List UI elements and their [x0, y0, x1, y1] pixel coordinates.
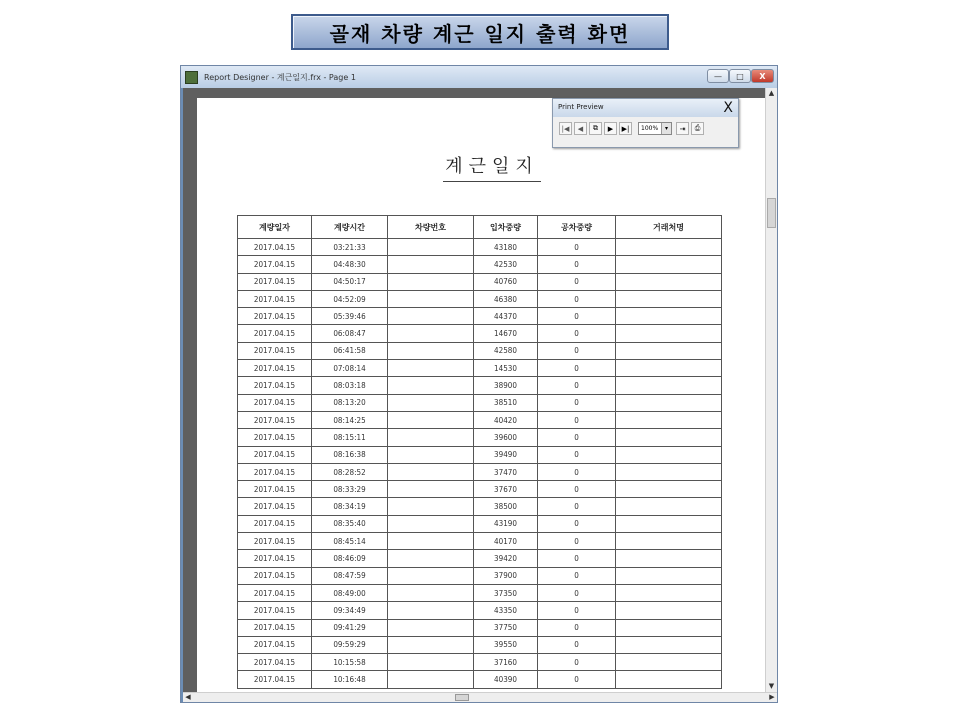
table-cell: 39600	[474, 429, 538, 446]
table-row	[238, 498, 722, 515]
table-row	[238, 446, 722, 463]
table-cell: 0	[538, 619, 616, 636]
table-cell: 0	[538, 256, 616, 273]
table-cell: 08:47:59	[312, 567, 388, 584]
table-cell: 08:35:40	[312, 515, 388, 532]
table-cell: 2017.04.15	[238, 377, 312, 394]
table-cell: 2017.04.15	[238, 498, 312, 515]
table-cell: 2017.04.15	[238, 602, 312, 619]
table-cell	[616, 602, 722, 619]
table-cell: 08:46:09	[312, 550, 388, 567]
table-cell: 39550	[474, 636, 538, 653]
table-cell: 37160	[474, 654, 538, 671]
table-cell: 04:52:09	[312, 290, 388, 307]
table-row	[238, 463, 722, 480]
minimize-button[interactable]: —	[707, 69, 729, 83]
table-cell: 14670	[474, 325, 538, 342]
column-header: 차량번호	[388, 216, 474, 239]
table-cell	[616, 239, 722, 256]
table-cell: 0	[538, 239, 616, 256]
table-cell: 38900	[474, 377, 538, 394]
first-page-icon[interactable]: |◀	[559, 122, 572, 135]
table-row	[238, 377, 722, 394]
table-cell: 0	[538, 308, 616, 325]
table-cell: 2017.04.15	[238, 654, 312, 671]
report-page	[197, 98, 765, 692]
table-cell: 0	[538, 429, 616, 446]
table-cell	[388, 550, 474, 567]
table-cell	[388, 325, 474, 342]
table-cell: 08:28:52	[312, 463, 388, 480]
table-cell: 0	[538, 550, 616, 567]
zoom-dropdown-arrow-icon[interactable]: ▾	[661, 123, 671, 134]
table-cell: 04:48:30	[312, 256, 388, 273]
table-cell	[616, 584, 722, 601]
table-cell: 08:13:20	[312, 394, 388, 411]
table-cell: 2017.04.15	[238, 394, 312, 411]
table-cell	[388, 533, 474, 550]
table-header-row	[238, 216, 722, 239]
table-cell: 40420	[474, 411, 538, 428]
table-cell	[388, 342, 474, 359]
table-cell: 37900	[474, 567, 538, 584]
table-cell: 40760	[474, 273, 538, 290]
table-cell	[388, 273, 474, 290]
table-cell: 37350	[474, 584, 538, 601]
table-cell: 0	[538, 411, 616, 428]
table-cell: 0	[538, 394, 616, 411]
table-cell: 06:41:58	[312, 342, 388, 359]
table-cell: 0	[538, 446, 616, 463]
table-row	[238, 481, 722, 498]
table-cell: 2017.04.15	[238, 325, 312, 342]
table-row	[238, 619, 722, 636]
table-cell	[616, 533, 722, 550]
table-cell	[388, 239, 474, 256]
table-cell: 39490	[474, 446, 538, 463]
column-header: 거래처명	[616, 216, 722, 239]
next-page-icon[interactable]: ▶	[604, 122, 617, 135]
table-cell	[616, 515, 722, 532]
window-title: Report Designer - 계근일지.frx - Page 1	[204, 72, 356, 82]
table-cell	[616, 481, 722, 498]
table-cell: 0	[538, 654, 616, 671]
table-cell: 2017.04.15	[238, 239, 312, 256]
close-button[interactable]: X	[751, 69, 774, 83]
table-cell: 07:08:14	[312, 360, 388, 377]
table-cell: 2017.04.15	[238, 533, 312, 550]
table-cell: 0	[538, 567, 616, 584]
vertical-scroll-thumb[interactable]	[767, 198, 776, 228]
table-cell: 46380	[474, 290, 538, 307]
column-header: 계량일자	[238, 216, 312, 239]
table-cell	[616, 290, 722, 307]
table-row	[238, 671, 722, 688]
table-cell: 09:59:29	[312, 636, 388, 653]
table-cell: 0	[538, 671, 616, 688]
scroll-left-arrow-icon[interactable]: ◀	[185, 693, 191, 701]
print-preview-title: Print Preview	[558, 103, 604, 111]
table-cell	[616, 567, 722, 584]
table-cell	[616, 342, 722, 359]
table-cell: 0	[538, 533, 616, 550]
table-cell: 0	[538, 636, 616, 653]
table-cell: 08:16:38	[312, 446, 388, 463]
table-cell: 10:16:48	[312, 671, 388, 688]
table-cell: 08:03:18	[312, 377, 388, 394]
table-row	[238, 654, 722, 671]
table-cell	[388, 584, 474, 601]
table-cell	[388, 463, 474, 480]
table-cell	[616, 325, 722, 342]
table-cell	[388, 654, 474, 671]
table-cell: 06:08:47	[312, 325, 388, 342]
table-cell	[616, 446, 722, 463]
table-cell	[616, 654, 722, 671]
maximize-button[interactable]: □	[729, 69, 751, 83]
table-cell: 08:33:29	[312, 481, 388, 498]
table-cell	[388, 636, 474, 653]
table-cell	[616, 636, 722, 653]
table-cell: 42580	[474, 342, 538, 359]
table-cell: 0	[538, 290, 616, 307]
table-cell	[388, 619, 474, 636]
weighing-log-table	[237, 215, 722, 689]
table-cell	[388, 567, 474, 584]
table-cell: 0	[538, 463, 616, 480]
table-cell: 43190	[474, 515, 538, 532]
scroll-right-arrow-icon[interactable]: ▶	[769, 693, 775, 701]
table-cell: 2017.04.15	[238, 515, 312, 532]
table-row	[238, 325, 722, 342]
table-cell	[616, 550, 722, 567]
column-header: 계량시간	[312, 216, 388, 239]
table-cell: 37670	[474, 481, 538, 498]
scroll-down-arrow-icon[interactable]: ▼	[768, 682, 775, 690]
horizontal-scroll-thumb[interactable]	[455, 694, 469, 701]
table-row	[238, 239, 722, 256]
table-cell	[616, 308, 722, 325]
table-row	[238, 429, 722, 446]
zoom-select[interactable]	[638, 122, 672, 135]
table-cell: 2017.04.15	[238, 342, 312, 359]
table-cell: 03:21:33	[312, 239, 388, 256]
table-cell	[388, 308, 474, 325]
table-cell	[616, 463, 722, 480]
table-row	[238, 394, 722, 411]
table-cell: 08:34:19	[312, 498, 388, 515]
print-icon[interactable]: ⎙	[691, 122, 704, 135]
table-cell	[616, 429, 722, 446]
table-cell: 0	[538, 342, 616, 359]
table-cell: 2017.04.15	[238, 550, 312, 567]
table-cell: 08:49:00	[312, 584, 388, 601]
table-cell: 2017.04.15	[238, 411, 312, 428]
table-cell	[616, 619, 722, 636]
table-cell: 38500	[474, 498, 538, 515]
column-header: 공차중량	[538, 216, 616, 239]
table-cell: 0	[538, 273, 616, 290]
print-preview-close-icon[interactable]: X	[723, 100, 733, 116]
table-cell: 14530	[474, 360, 538, 377]
table-row	[238, 360, 722, 377]
table-cell	[616, 377, 722, 394]
table-cell: 0	[538, 377, 616, 394]
table-row	[238, 602, 722, 619]
table-row	[238, 584, 722, 601]
table-cell: 0	[538, 515, 616, 532]
report-designer-window	[180, 65, 778, 703]
table-cell: 2017.04.15	[238, 619, 312, 636]
table-cell	[616, 394, 722, 411]
window-titlebar[interactable]	[181, 66, 777, 88]
table-cell: 0	[538, 360, 616, 377]
prev-page-icon[interactable]: ◀	[574, 122, 587, 135]
table-cell: 40170	[474, 533, 538, 550]
print-preview-titlebar[interactable]	[553, 99, 738, 117]
report-title: 계근일지	[443, 152, 541, 182]
table-cell: 43180	[474, 239, 538, 256]
table-cell	[616, 273, 722, 290]
table-cell	[388, 360, 474, 377]
table-cell: 2017.04.15	[238, 636, 312, 653]
table-cell	[388, 602, 474, 619]
table-cell: 43350	[474, 602, 538, 619]
table-cell: 38510	[474, 394, 538, 411]
table-cell: 0	[538, 325, 616, 342]
table-row	[238, 533, 722, 550]
table-cell	[616, 671, 722, 688]
table-cell: 42530	[474, 256, 538, 273]
table-cell	[388, 411, 474, 428]
table-row	[238, 273, 722, 290]
preview-area	[183, 88, 765, 692]
table-cell	[388, 446, 474, 463]
table-cell	[388, 481, 474, 498]
table-cell: 08:15:11	[312, 429, 388, 446]
table-cell	[388, 671, 474, 688]
table-row	[238, 256, 722, 273]
table-cell: 37750	[474, 619, 538, 636]
table-cell: 08:45:14	[312, 533, 388, 550]
vertical-scrollbar[interactable]	[765, 88, 777, 692]
table-cell: 2017.04.15	[238, 463, 312, 480]
table-row	[238, 290, 722, 307]
table-cell: 05:39:46	[312, 308, 388, 325]
table-cell	[616, 256, 722, 273]
table-cell	[388, 256, 474, 273]
print-preview-toolbar	[552, 98, 739, 148]
table-cell: 40390	[474, 671, 538, 688]
table-cell: 2017.04.15	[238, 481, 312, 498]
table-cell: 2017.04.15	[238, 256, 312, 273]
table-cell: 2017.04.15	[238, 446, 312, 463]
page-banner-title: 골재 차량 계근 일지 출력 화면	[291, 14, 669, 50]
table-cell: 10:15:58	[312, 654, 388, 671]
table-cell: 2017.04.15	[238, 290, 312, 307]
table-cell: 2017.04.15	[238, 567, 312, 584]
table-cell: 2017.04.15	[238, 584, 312, 601]
table-cell	[616, 411, 722, 428]
table-cell: 39420	[474, 550, 538, 567]
app-icon	[185, 71, 198, 84]
table-cell: 2017.04.15	[238, 360, 312, 377]
table-cell: 2017.04.15	[238, 429, 312, 446]
table-cell: 09:34:49	[312, 602, 388, 619]
table-cell	[388, 498, 474, 515]
table-row	[238, 308, 722, 325]
table-cell: 37470	[474, 463, 538, 480]
zoom-value: 100%	[641, 125, 659, 132]
column-header: 입차중량	[474, 216, 538, 239]
table-cell: 0	[538, 584, 616, 601]
table-cell: 2017.04.15	[238, 671, 312, 688]
scroll-up-arrow-icon[interactable]: ▲	[768, 89, 775, 97]
table-cell: 09:41:29	[312, 619, 388, 636]
table-cell	[388, 290, 474, 307]
horizontal-scrollbar[interactable]	[183, 692, 777, 702]
table-row	[238, 515, 722, 532]
table-row	[238, 411, 722, 428]
last-page-icon[interactable]: ▶|	[619, 122, 632, 135]
table-cell	[388, 429, 474, 446]
table-cell	[388, 515, 474, 532]
table-cell: 08:14:25	[312, 411, 388, 428]
table-cell: 2017.04.15	[238, 308, 312, 325]
table-body	[238, 239, 722, 689]
table-cell	[388, 394, 474, 411]
table-cell	[388, 377, 474, 394]
table-row	[238, 567, 722, 584]
table-cell: 04:50:17	[312, 273, 388, 290]
table-cell: 44370	[474, 308, 538, 325]
page-setup-icon[interactable]: ⧉	[589, 122, 602, 135]
table-cell: 0	[538, 602, 616, 619]
table-cell	[616, 360, 722, 377]
table-cell: 0	[538, 498, 616, 515]
table-row	[238, 550, 722, 567]
table-row	[238, 342, 722, 359]
export-icon[interactable]: ⇥	[676, 122, 689, 135]
table-row	[238, 636, 722, 653]
table-cell	[616, 498, 722, 515]
table-cell: 0	[538, 481, 616, 498]
table-cell: 2017.04.15	[238, 273, 312, 290]
